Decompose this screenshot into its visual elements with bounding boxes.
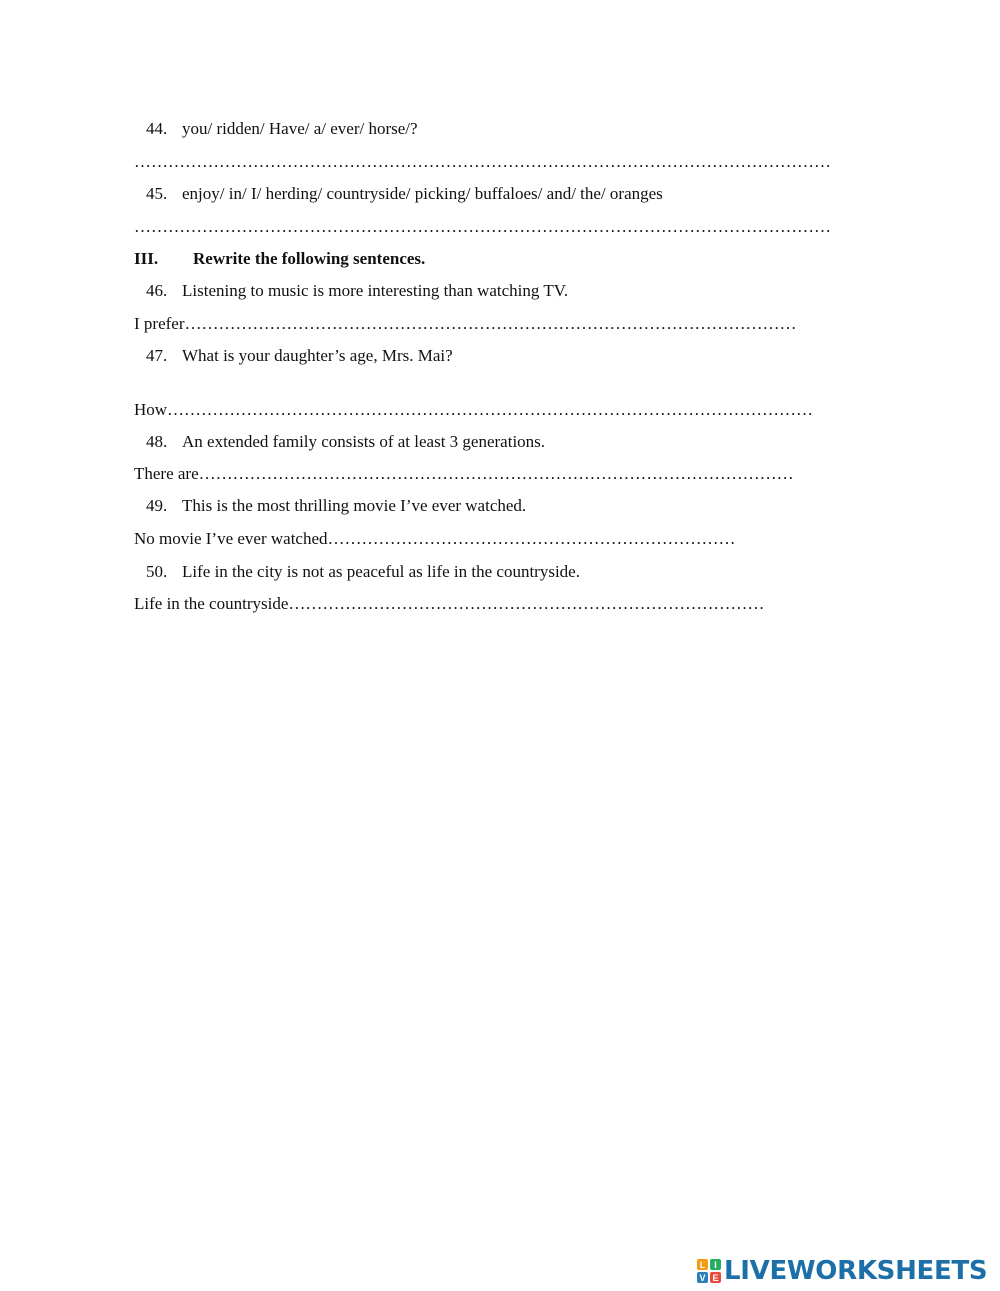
question-number: 44. — [146, 119, 168, 138]
question-text: you/ ridden/ Have/ a/ ever/ horse/? — [182, 119, 418, 138]
logo-text: LIVEWORKSHEETS — [724, 1256, 988, 1286]
question-50 — [146, 562, 580, 582]
logo-tile-i: I — [710, 1259, 721, 1270]
question-number: 49. — [146, 496, 168, 515]
answer-line-49[interactable]: No movie I’ve ever watched……………………………………………………………… — [134, 529, 736, 548]
question-49 — [146, 496, 526, 516]
liveworksheets-logo — [697, 1256, 987, 1286]
question-47 — [146, 346, 453, 366]
question-number: 48. — [146, 432, 168, 451]
answer-line-47[interactable]: How…………………………………………………………………………………………………… — [134, 400, 814, 419]
logo-tile-e: E — [710, 1272, 721, 1283]
answer-line-44[interactable]: …………………………………………………………………………………………………………… — [134, 152, 831, 171]
question-number: 46. — [146, 281, 168, 300]
section-heading — [134, 249, 425, 269]
answer-line-46[interactable]: I prefer……………………………………………………………………………………………… — [134, 314, 797, 333]
question-text: What is your daughter’s age, Mrs. Mai? — [182, 346, 453, 365]
section-title: Rewrite the following sentences. — [193, 249, 426, 268]
answer-line-45[interactable]: …………………………………………………………………………………………………………… — [134, 217, 831, 236]
question-number: 50. — [146, 562, 168, 581]
question-text: An extended family consists of at least 3 generations. — [182, 432, 546, 451]
logo-tile-l: L — [697, 1259, 708, 1270]
question-45 — [146, 184, 663, 204]
question-text: enjoy/ in/ I/ herding/ countryside/ picking/ buffaloes/ and/ the/ oranges — [182, 184, 663, 203]
question-46 — [146, 281, 568, 301]
question-number: 45. — [146, 184, 168, 203]
answer-line-50[interactable]: Life in the countryside………………………………………………………………………… — [134, 594, 765, 613]
question-text: This is the most thrilling movie I’ve ever watched. — [182, 496, 527, 515]
question-number: 47. — [146, 346, 168, 365]
question-text: Listening to music is more interesting than watching TV. — [182, 281, 569, 300]
answer-line-48[interactable]: There are…………………………………………………………………………………………… — [134, 464, 794, 483]
question-44 — [146, 119, 418, 139]
logo-mark-icon — [697, 1259, 721, 1283]
question-text: Life in the city is not as peaceful as life in the countryside. — [182, 562, 580, 581]
section-number: III. — [134, 249, 159, 268]
logo-tile-v: V — [697, 1272, 708, 1283]
question-48 — [146, 432, 545, 452]
